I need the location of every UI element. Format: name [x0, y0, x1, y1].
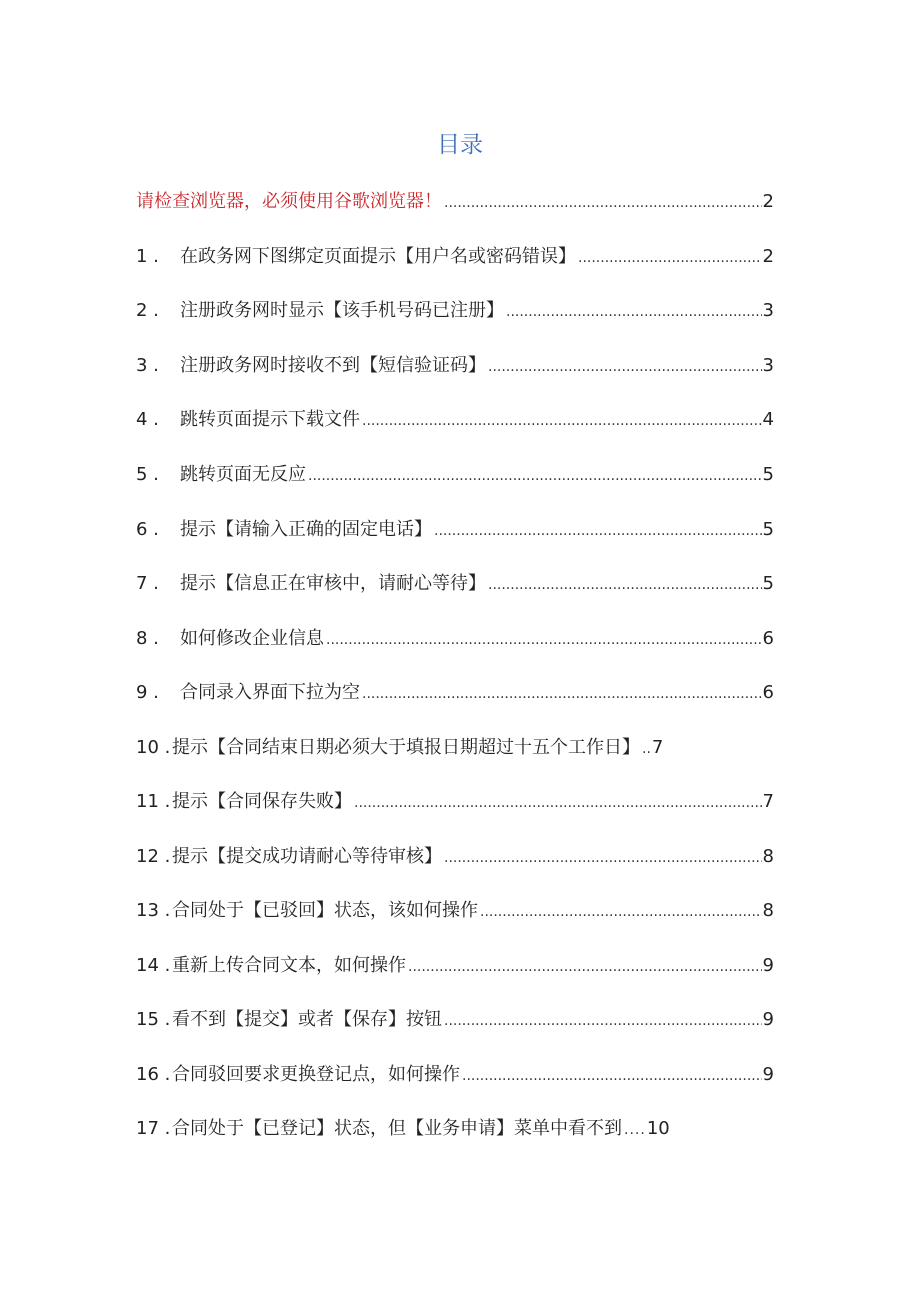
toc-entry-page: 9	[762, 1009, 774, 1030]
toc-entry-number: 1 .	[136, 246, 159, 267]
toc-entry-text: 提示【请输入正确的固定电话】	[180, 519, 432, 540]
toc-entry-text: 合同处于【已驳回】状态，该如何操作	[172, 900, 478, 921]
toc-entry-15[interactable]	[136, 1006, 774, 1034]
dot-leader	[488, 574, 762, 598]
toc-entry-number: 15 .	[136, 1009, 171, 1030]
toc-entry-17[interactable]	[136, 1115, 774, 1143]
toc-entry-number: 11 .	[136, 791, 171, 812]
dot-leader	[624, 1119, 646, 1143]
toc-entry-text: 如何修改企业信息	[180, 628, 324, 649]
toc-entry-text: 在政务网下图绑定页面提示【用户名或密码错误】	[180, 246, 576, 267]
toc-entry-text: 合同处于【已登记】状态，但【业务申请】菜单中看不到	[172, 1118, 622, 1139]
toc-entry-number: 7 .	[136, 573, 159, 594]
toc-entry-page: 8	[762, 900, 774, 921]
toc-entry-13[interactable]	[136, 897, 774, 925]
dot-leader	[480, 901, 762, 925]
toc-entry-page: 6	[762, 628, 774, 649]
toc-entry-page: 5	[762, 573, 774, 594]
toc-entry-number: 9 .	[136, 682, 159, 703]
toc-entry-number: 12 .	[136, 846, 171, 867]
toc-entry-page: 6	[762, 682, 774, 703]
toc-entry-3[interactable]	[136, 352, 774, 380]
dot-leader	[408, 956, 762, 980]
toc-entry-number: 8 .	[136, 628, 159, 649]
toc-entry-7[interactable]	[136, 570, 774, 598]
dot-leader	[444, 847, 762, 871]
toc-entry-page: 9	[762, 955, 774, 976]
toc-entry-page: 10	[646, 1118, 670, 1139]
toc-entry-text: 注册政务网时接收不到【短信验证码】	[180, 355, 486, 376]
toc-entry-text: 看不到【提交】或者【保存】按钮	[172, 1009, 442, 1030]
toc-entry-page: 9	[762, 1064, 774, 1085]
toc-entry-2[interactable]	[136, 297, 774, 325]
toc-entry-page: 4	[762, 409, 774, 430]
toc-entry-11[interactable]	[136, 788, 774, 816]
toc-entry-text: 提示【合同结束日期必须大于填报日期超过十五个工作日】	[172, 737, 640, 758]
toc-entry-16[interactable]	[136, 1061, 774, 1089]
toc-entry-number: 10 .	[136, 737, 171, 758]
toc-entry-14[interactable]	[136, 952, 774, 980]
toc-entry-text: 提示【提交成功请耐心等待审核】	[172, 846, 442, 867]
dot-leader	[308, 465, 762, 489]
dot-leader	[362, 410, 762, 434]
toc-entry-number: 14 .	[136, 955, 171, 976]
toc-entry-page: 7	[762, 791, 774, 812]
dot-leader	[578, 247, 762, 271]
toc-entry-warning[interactable]	[136, 188, 774, 216]
toc-entry-text: 提示【信息正在审核中，请耐心等待】	[180, 573, 486, 594]
toc-entry-9[interactable]	[136, 679, 774, 707]
toc-entry-number: 3 .	[136, 355, 159, 376]
toc-entry-text: 跳转页面提示下载文件	[180, 409, 360, 430]
toc-entry-6[interactable]	[136, 516, 774, 544]
toc-entry-12[interactable]	[136, 843, 774, 871]
dot-leader	[362, 683, 762, 707]
toc-entry-text: 合同录入界面下拉为空	[180, 682, 360, 703]
dot-leader	[506, 301, 762, 325]
dot-leader	[642, 738, 651, 762]
toc-title: 目录	[437, 132, 483, 158]
toc-entry-page: 3	[762, 300, 774, 321]
toc-entry-page: 7	[651, 737, 664, 758]
toc-entry-4[interactable]	[136, 406, 774, 434]
toc-entry-number: 4 .	[136, 409, 159, 430]
toc-entry-text: 重新上传合同文本，如何操作	[172, 955, 406, 976]
toc-entry-page: 2	[762, 246, 774, 267]
toc-entry-page: 5	[762, 464, 774, 485]
dot-leader	[444, 1010, 762, 1034]
toc-entry-page: 5	[762, 519, 774, 540]
dot-leader	[444, 192, 762, 216]
toc-entry-number: 17 .	[136, 1118, 171, 1139]
toc-entry-5[interactable]	[136, 461, 774, 489]
toc-entry-number: 5 .	[136, 464, 159, 485]
toc-entry-page: 3	[762, 355, 774, 376]
dot-leader	[354, 792, 762, 816]
toc-entry-page: 2	[762, 191, 774, 212]
toc-entry-text: 提示【合同保存失败】	[172, 791, 352, 812]
toc-entry-10[interactable]	[136, 734, 774, 762]
toc-entry-text: 注册政务网时显示【该手机号码已注册】	[180, 300, 504, 321]
toc-entry-number: 2 .	[136, 300, 159, 321]
dot-leader	[488, 356, 762, 380]
dot-leader	[434, 520, 762, 544]
toc-entry-text: 跳转页面无反应	[180, 464, 306, 485]
dot-leader	[462, 1065, 762, 1089]
dot-leader	[326, 629, 762, 653]
toc-entry-number: 13 .	[136, 900, 171, 921]
toc-entry-page: 8	[762, 846, 774, 867]
toc-entry-1[interactable]	[136, 243, 774, 271]
toc-entry-number: 16 .	[136, 1064, 171, 1085]
toc-entry-8[interactable]	[136, 625, 774, 653]
toc-entry-number: 6 .	[136, 519, 159, 540]
toc-entry-text: 合同驳回要求更换登记点，如何操作	[172, 1064, 460, 1085]
toc-entry-text: 请检查浏览器，必须使用谷歌浏览器！	[136, 191, 442, 212]
